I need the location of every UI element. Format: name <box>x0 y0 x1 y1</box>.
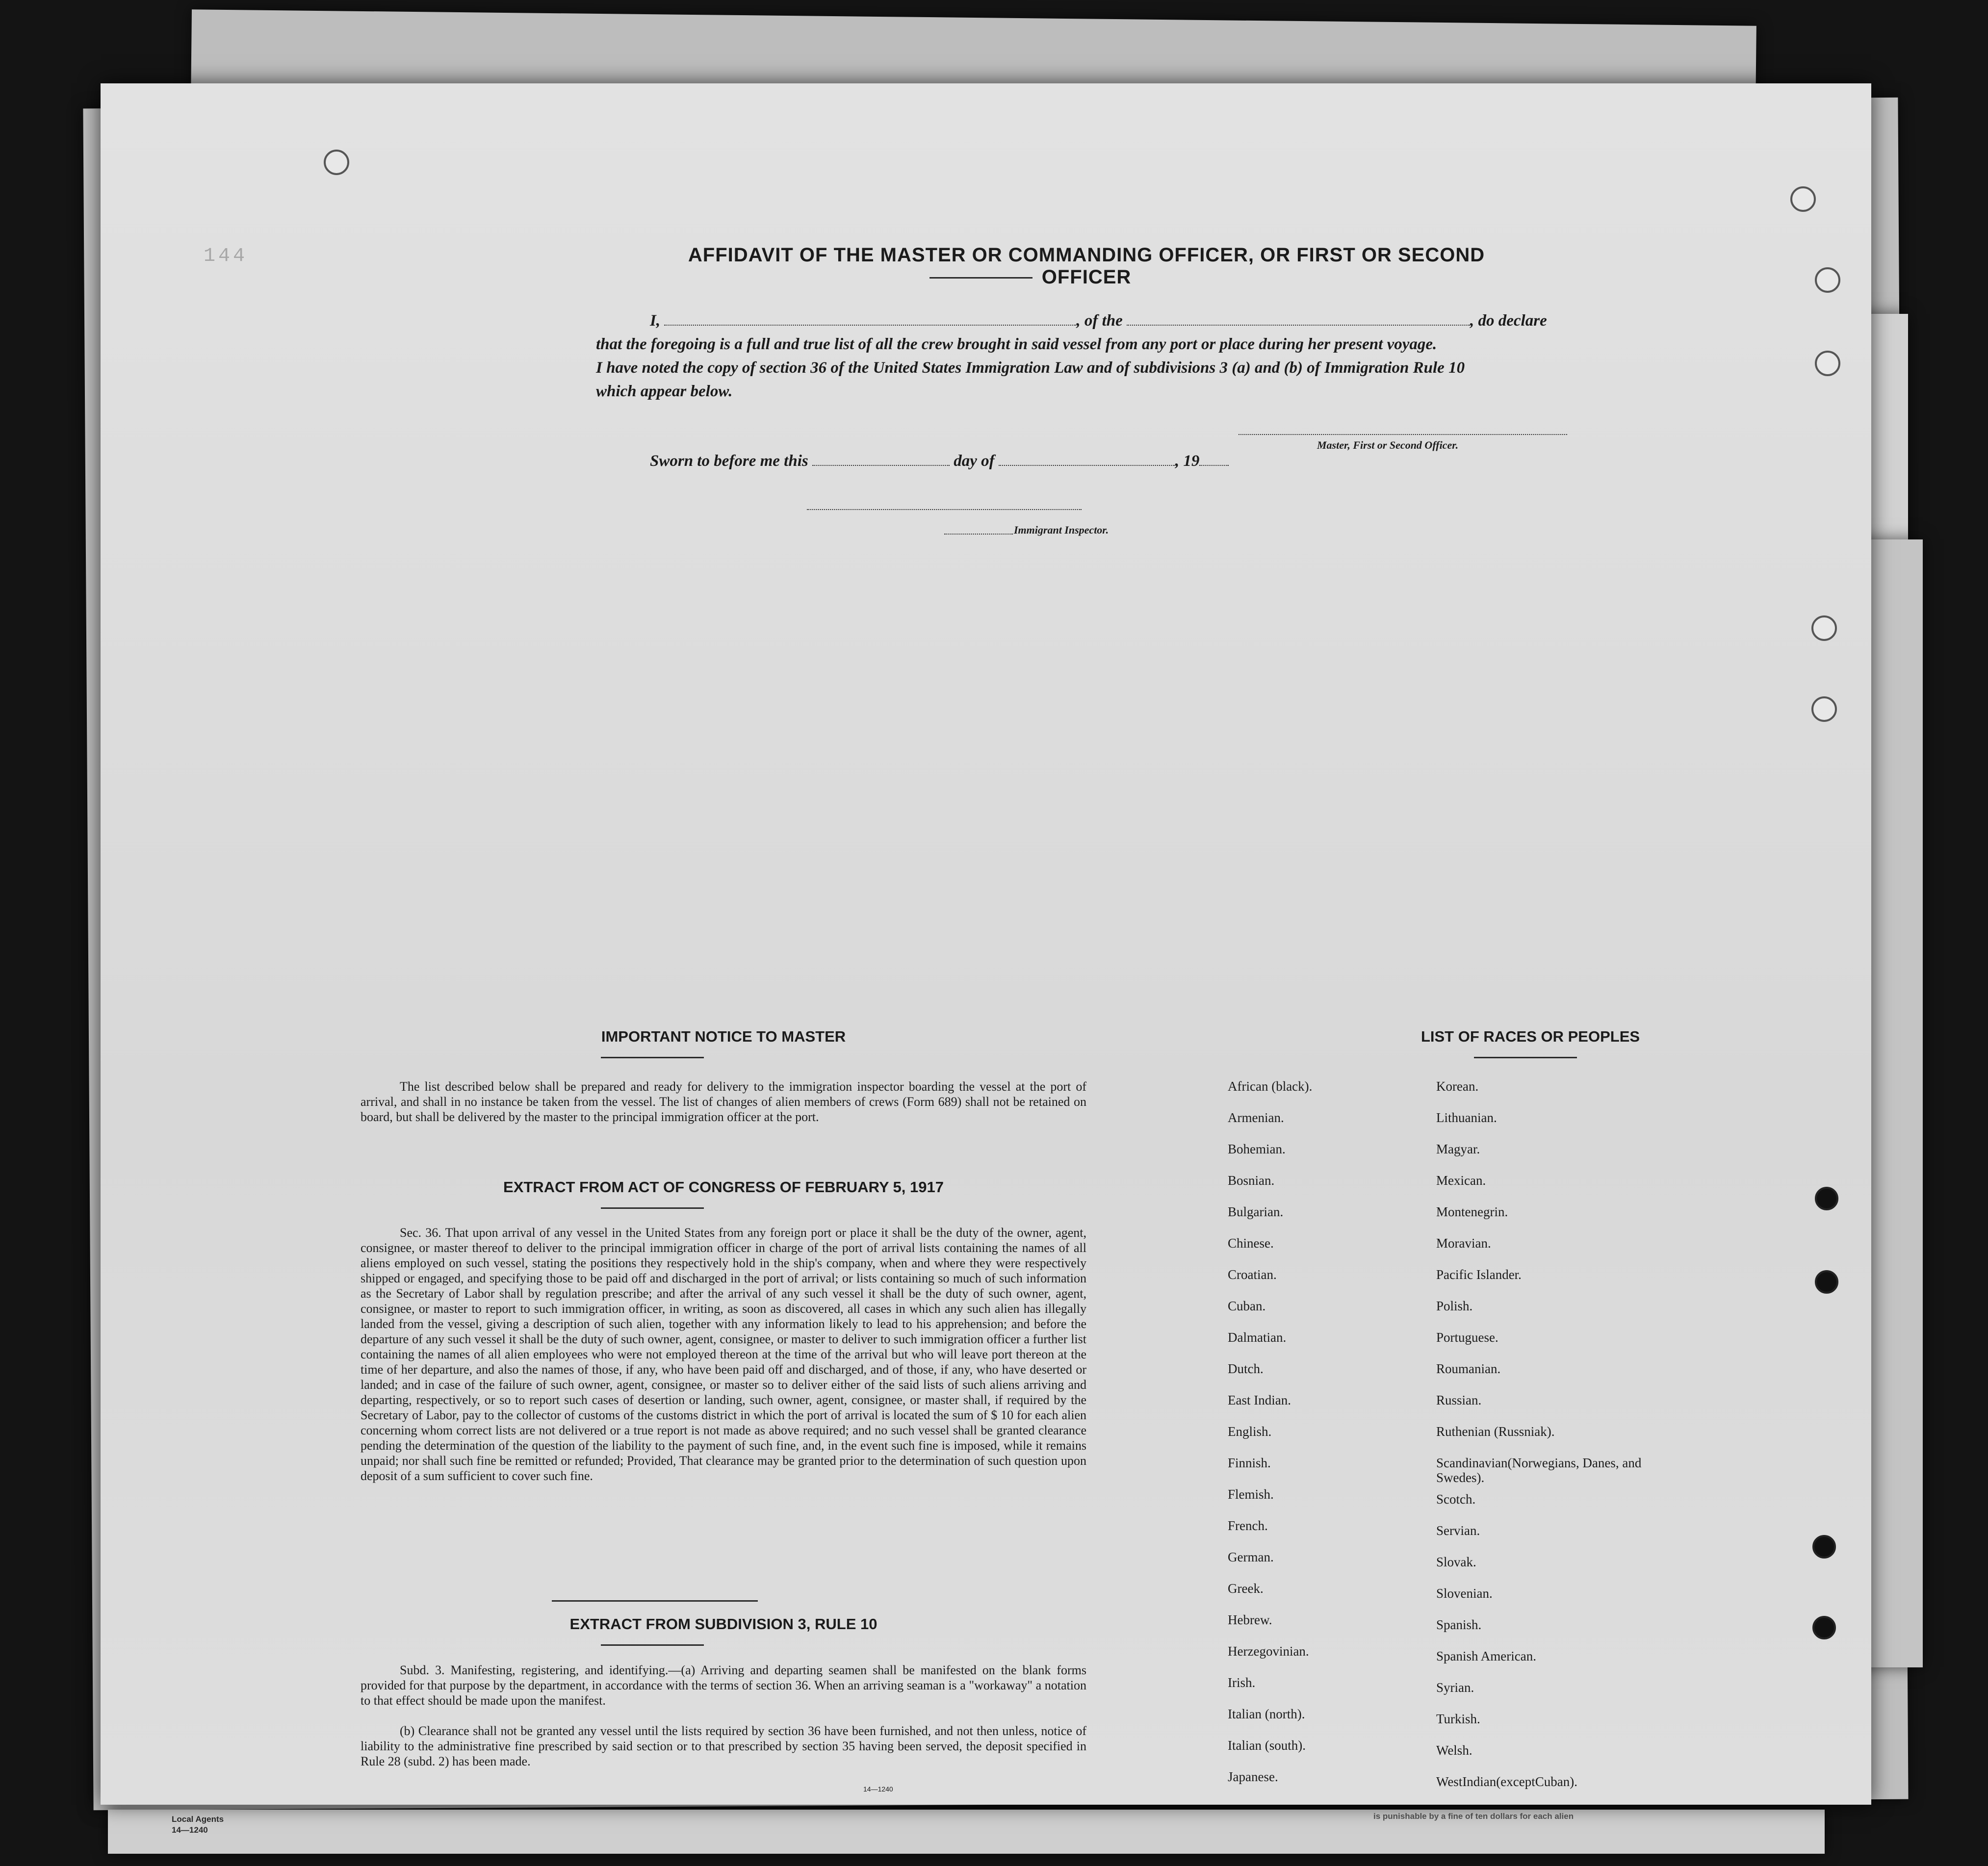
race-item: Moravian. <box>1436 1236 1491 1251</box>
race-item: Pacific Islander. <box>1436 1267 1522 1282</box>
races-left-column <box>1228 1079 1312 1801</box>
races-rule <box>1474 1057 1577 1058</box>
margin-mark: 144 <box>204 245 248 267</box>
race-item: Ruthenian (Russniak). <box>1436 1424 1555 1439</box>
sworn-year: , 19 <box>1175 452 1200 470</box>
punch-hole <box>1815 351 1840 376</box>
race-item: African (black). <box>1228 1079 1313 1094</box>
race-item: Mexican. <box>1436 1173 1486 1188</box>
race-item: East Indian. <box>1228 1393 1291 1407</box>
affidavit-text <box>596 309 1570 403</box>
race-item: Spanish American. <box>1436 1649 1536 1663</box>
race-item: Finnish. <box>1228 1456 1271 1470</box>
race-item: Slovenian. <box>1436 1586 1493 1601</box>
punch-hole <box>1815 1187 1838 1210</box>
punch-hole <box>1811 615 1837 641</box>
affidavit-i: I, <box>650 312 661 330</box>
race-item: Irish. <box>1228 1675 1256 1690</box>
race-item: Slovak. <box>1436 1555 1476 1569</box>
race-item: Bosnian. <box>1228 1173 1275 1188</box>
inspector-signature-line <box>807 509 1082 510</box>
race-item: Servian. <box>1436 1523 1480 1538</box>
affidavit-line-2: that the foregoing is a full and true list of all the crew brought in said vessel from any port or place during her present voyage. <box>596 335 1437 353</box>
race-item: German. <box>1228 1550 1274 1564</box>
day-blank <box>812 452 950 466</box>
race-item: WestIndian(exceptCuban). <box>1436 1774 1577 1789</box>
punch-hole <box>1812 1616 1836 1639</box>
affidavit-line-4: which appear below. <box>596 383 733 400</box>
race-item: Flemish. <box>1228 1487 1274 1502</box>
race-item: English. <box>1228 1424 1272 1439</box>
race-item: Turkish. <box>1436 1712 1480 1726</box>
race-item: French. <box>1228 1518 1268 1533</box>
affidavit-line-3: I have noted the copy of section 36 of the United States Immigration Law and of subdivisions 3 (a) and (b) of Immigration Rule 10 <box>596 359 1465 377</box>
race-item: Magyar. <box>1436 1142 1480 1156</box>
footer-form-number: 14—1240 <box>172 1825 208 1835</box>
inspector-leader <box>944 534 1013 535</box>
sworn-day-of: day of <box>954 452 995 470</box>
manifest-page <box>101 83 1871 1805</box>
race-item: Spanish. <box>1436 1617 1482 1632</box>
race-item: Roumanian. <box>1436 1361 1501 1376</box>
act-title: EXTRACT FROM ACT OF CONGRESS OF FEBRUARY 5, 1917 <box>503 1178 944 1196</box>
notice-text: The list described below shall be prepared and ready for delivery to the immigration inspector boarding the vessel at the port of arrival, and shall in no instance be taken from the vessel. The list of changes of alien members of crews (Form 689) shall not be retained on board, but shall be delivered by the master to the principal immigration officer at the port. <box>361 1079 1086 1124</box>
form-number: 14—1240 <box>863 1785 893 1793</box>
race-item: Scandinavian(Norwegians, Danes, and Swedes). <box>1436 1456 1642 1485</box>
punch-hole <box>1811 696 1837 722</box>
punch-hole <box>1812 1535 1836 1559</box>
race-item: Portuguese. <box>1436 1330 1498 1345</box>
race-item: Italian (south). <box>1228 1738 1306 1753</box>
rule-title-rule <box>601 1644 704 1646</box>
race-item: Korean. <box>1436 1079 1479 1094</box>
race-item: Herzegovinian. <box>1228 1644 1309 1659</box>
master-caption: Master, First or Second Officer. <box>1317 439 1459 451</box>
race-item: Armenian. <box>1228 1110 1284 1125</box>
race-item: Croatian. <box>1228 1267 1277 1282</box>
title-rule <box>929 277 1033 279</box>
race-item: Polish. <box>1436 1299 1473 1313</box>
rule-text-b: (b) Clearance shall not be granted any vessel until the lists required by section 36 have been furnished, and not then unless, notice of liability to the administrative fine prescribed by said section or to that prescribed by section 35 having been served, the deposit specified in Rule 28 (subd. 2) has been made. <box>361 1724 1086 1768</box>
punch-hole <box>1815 267 1840 293</box>
year-blank <box>1199 452 1229 466</box>
act-text: Sec. 36. That upon arrival of any vessel in the United States from any foreign port or place it shall be the duty of the owner, agent, consignee, or master thereof to deliver to the principal immigration officer in charge of the port of arrival lists containing the names of all aliens employed on such vessel, stating the positions they respectively hold in the ship's company, when and where they were respectively shipped or engaged, and specifying those to be paid off and discharged in the port of arrival; or lists containing so much of such information as the Secretary of Labor shall by regulation prescribe; and after the arrival of any such vessel it shall be the duty of such owner, agent, consignee, or master to report to such immigration officer, in writing, as soon as discovered, all cases in which any such alien has illegally landed from the vessel, giving a description of such alien, together with any information likely to lead to his apprehension; and before the departure of any such vessel it shall be the duty of such owner, agent, consignee, or master to deliver to such immigration officer a further list containing the names of all alien employees who were not employed thereon at the time of the arrival but who will leave port thereon at the time of her departure, and also the names of those, if any, who have been paid off and discharged, and of those, if any, who have deserted or landed; and in case of the failure of such owner, agent, consignee, or master so to deliver either of the said lists of such aliens arriving and departing, respectively, or so to report such cases of desertion or landing, such owner, agent, consignee, or master shall, if required by the Secretary of Labor, pay to the collector of customs of the customs district in which the port of arrival is located the sum of $ 10 for each alien concerning whom correct lists are not delivered or a true report is not made as above required; and no such vessel shall be granted clearance pending the determination of the question of the liability to the payment of such fine, and, in the event such fine is imposed, while it remains unpaid; nor shall such fine be remitted or refunded; Provided, That clearance may be granted prior to the determination of such question upon deposit of a sum sufficient to cover such fine. <box>361 1226 1086 1483</box>
race-item: Dutch. <box>1228 1361 1264 1376</box>
vessel-blank <box>1127 311 1470 326</box>
punch-hole <box>324 150 349 175</box>
race-item: Welsh. <box>1436 1743 1472 1758</box>
act-rule <box>601 1207 704 1209</box>
sworn-text: Sworn to before me this <box>650 452 808 470</box>
footer-bleed-text: is punishable by a fine of ten dollars for each alien <box>1373 1812 1574 1821</box>
race-item: Bohemian. <box>1228 1142 1286 1156</box>
inspector-caption: Immigrant Inspector. <box>1014 524 1109 536</box>
punch-hole <box>1815 1270 1838 1294</box>
races-right-column <box>1436 1079 1652 1806</box>
footer-local-agents: Local Agents <box>172 1815 224 1824</box>
notice-rule <box>601 1057 704 1058</box>
month-blank <box>999 452 1175 466</box>
race-item: Lithuanian. <box>1436 1110 1497 1125</box>
affidavit-declare: , do declare <box>1470 312 1547 330</box>
race-item: Cuban. <box>1228 1299 1266 1313</box>
name-blank <box>664 311 1076 326</box>
race-item: Italian (north). <box>1228 1707 1305 1721</box>
sworn-line <box>650 452 1288 470</box>
master-signature-line <box>1239 434 1567 435</box>
affidavit-title: AFFIDAVIT OF THE MASTER OR COMMANDING OFFICER, OR FIRST OR SECOND OFFICER <box>688 244 1485 288</box>
race-item: Chinese. <box>1228 1236 1274 1251</box>
race-item: Montenegrin. <box>1436 1204 1508 1219</box>
punch-hole <box>1790 186 1816 212</box>
rule-title: EXTRACT FROM SUBDIVISION 3, RULE 10 <box>569 1615 878 1633</box>
rule-text-a: Subd. 3. Manifesting, registering, and identifying.—(a) Arriving and departing seamen shall be manifested on the blank forms provided for that purpose by the department, in accordance with the terms of section 36. When an arriving seaman is a "workaway" a notation to that effect should be made upon the manifest. <box>361 1663 1086 1708</box>
race-item: Bulgarian. <box>1228 1204 1284 1219</box>
race-item: Japanese. <box>1228 1769 1278 1784</box>
races-title: LIST OF RACES OR PEOPLES <box>1420 1028 1640 1045</box>
notice-title: IMPORTANT NOTICE TO MASTER <box>601 1028 846 1045</box>
back-sheet <box>108 1810 1825 1854</box>
race-item: Greek. <box>1228 1581 1264 1596</box>
act-end-rule <box>552 1600 758 1602</box>
affidavit-line-1 <box>596 309 1570 332</box>
race-item: Syrian. <box>1436 1680 1474 1695</box>
race-item: Scotch. <box>1436 1492 1476 1507</box>
affidavit-of-the: , of the <box>1076 312 1123 330</box>
race-item: Dalmatian. <box>1228 1330 1287 1345</box>
race-item: Russian. <box>1436 1393 1482 1407</box>
race-item: Hebrew. <box>1228 1612 1272 1627</box>
